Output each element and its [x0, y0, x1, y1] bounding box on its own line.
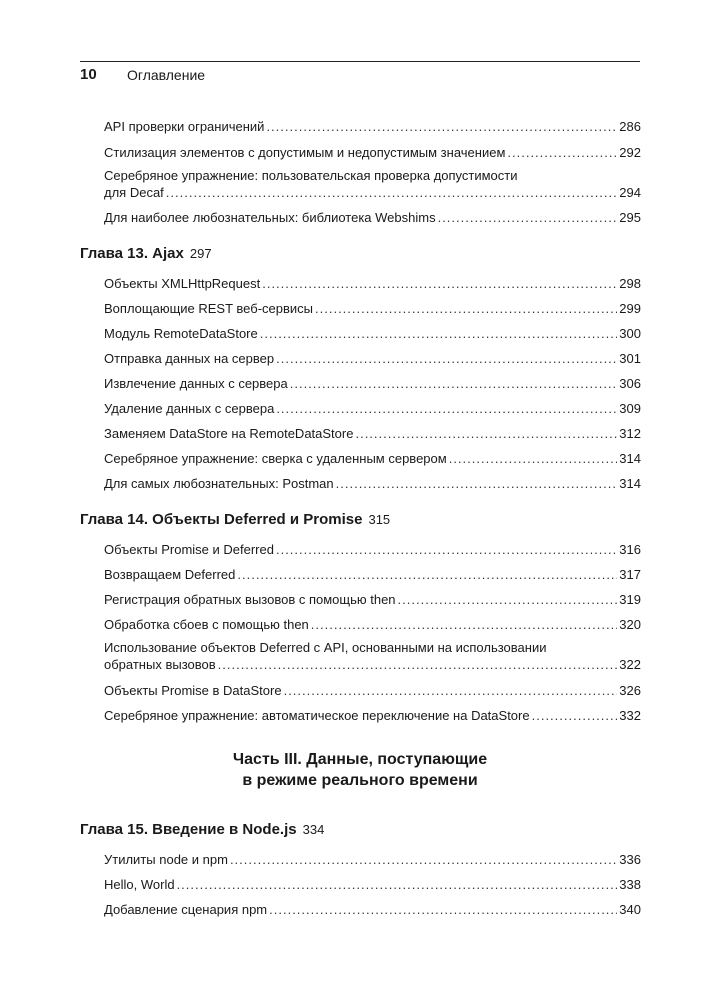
toc-entry[interactable] [104, 275, 641, 292]
toc-page-number: 320 [619, 617, 641, 632]
dot-leader [237, 566, 617, 583]
dot-leader [290, 375, 618, 392]
toc-entry[interactable] [104, 209, 641, 226]
toc-entry-title: Извлечение данных с сервера [104, 376, 288, 391]
dot-leader [438, 209, 618, 226]
toc-entry-title: обратных вызовов [104, 657, 216, 672]
toc-entry[interactable] [104, 566, 641, 583]
toc-entry-title: Объекты Promise в DataStore [104, 683, 282, 698]
toc-entry-title: Утилиты node и npm [104, 852, 228, 867]
toc-entry[interactable] [104, 400, 641, 417]
toc-entry-title: Возвращаем Deferred [104, 567, 236, 582]
toc-page-number: 300 [619, 326, 641, 341]
toc-entry-title: Серебряное упражнение: автоматическое переключение на DataStore [104, 708, 530, 723]
dot-leader [266, 118, 617, 135]
dot-leader [260, 325, 618, 342]
toc-page-number: 298 [619, 276, 641, 291]
toc-entry-title: Модуль RemoteDataStore [104, 326, 258, 341]
dot-leader [262, 275, 617, 292]
toc-page-number: 295 [619, 210, 641, 225]
dot-leader [311, 616, 618, 633]
toc-entry-title: Для самых любознательных: Postman [104, 476, 334, 491]
toc-entry-title: Добавление сценария npm [104, 902, 268, 917]
toc-page-number: 336 [619, 852, 641, 867]
part-title [80, 749, 640, 791]
toc-entry-title: Для наиболее любознательных: библиотека Webshims [104, 210, 436, 225]
toc-page-number: 312 [619, 426, 641, 441]
toc-entry[interactable] [104, 300, 641, 317]
toc-entry-title: Удаление данных с сервера [104, 401, 275, 416]
toc-entry-title: Отправка данных на сервер [104, 351, 275, 366]
toc-entry[interactable] [104, 144, 641, 161]
toc-entry[interactable] [104, 707, 641, 724]
toc-page-number: 334 [302, 822, 325, 837]
toc-page-number: 299 [619, 301, 641, 316]
toc-entry-title: Воплощающие REST веб-сервисы [104, 301, 314, 316]
dot-leader [269, 901, 617, 918]
toc-entry[interactable] [104, 118, 641, 135]
dot-leader [276, 541, 617, 558]
toc-chapter-title: Глава 14. Объекты Deferred и Promise [80, 511, 363, 528]
toc-chapter-title: Глава 15. Введение в Node.js [80, 821, 297, 838]
toc-page-number: 301 [619, 351, 641, 366]
toc-entry[interactable] [104, 450, 641, 467]
toc-page-number: 319 [619, 592, 641, 607]
page-number: 10 [80, 66, 97, 83]
dot-leader [398, 591, 618, 608]
toc-entry[interactable] [104, 425, 641, 442]
toc-entry[interactable] [104, 167, 641, 201]
toc-entry[interactable] [104, 876, 641, 893]
dot-leader [336, 475, 618, 492]
toc-chapter[interactable] [80, 820, 637, 839]
toc-entry-title: Объекты Promise и Deferred [104, 542, 274, 557]
dot-leader [507, 144, 617, 161]
toc-entry-title: Объекты XMLHttpRequest [104, 276, 261, 291]
toc-page-number: 286 [619, 119, 641, 134]
toc-page-number: 314 [619, 451, 641, 466]
toc-entry-title: Hello, World [104, 877, 175, 892]
toc-entry-title: для Decaf [104, 185, 164, 200]
dot-leader [276, 400, 617, 417]
toc-entry[interactable] [104, 375, 641, 392]
toc-entry[interactable] [104, 851, 641, 868]
toc-page-number: 306 [619, 376, 641, 391]
toc-entry[interactable] [104, 616, 641, 633]
toc-page-number: 314 [619, 476, 641, 491]
toc-page-number: 326 [619, 683, 641, 698]
toc-entry[interactable] [104, 682, 641, 699]
toc-page-number: 322 [619, 657, 641, 672]
toc-page-number: 340 [619, 902, 641, 917]
dot-leader [230, 851, 617, 868]
toc-entry-title: API проверки ограничений [104, 119, 265, 134]
toc-page-number: 332 [619, 708, 641, 723]
dot-leader [218, 656, 618, 673]
toc-entry[interactable] [104, 325, 641, 342]
toc-entry-title-line1: Серебряное упражнение: пользовательская проверка допустимости [104, 168, 518, 183]
toc-page-number: 294 [619, 185, 641, 200]
dot-leader [284, 682, 618, 699]
toc-entry[interactable] [104, 475, 641, 492]
part-title-line2: в режиме реального времени [242, 772, 478, 789]
toc-chapter-title: Глава 13. Ajax [80, 245, 184, 262]
toc-entry[interactable] [104, 350, 641, 367]
toc-chapter[interactable] [80, 510, 637, 529]
toc-page-number: 338 [619, 877, 641, 892]
toc-entry-title: Регистрация обратных вызовов с помощью then [104, 592, 396, 607]
toc-entry-title: Заменяем DataStore на RemoteDataStore [104, 426, 354, 441]
dot-leader [532, 707, 618, 724]
toc-entry-title: Обработка сбоев с помощью then [104, 617, 309, 632]
toc-entry[interactable] [104, 639, 641, 673]
dot-leader [449, 450, 618, 467]
running-title: Оглавление [127, 67, 206, 83]
toc-entry[interactable] [104, 541, 641, 558]
toc-page-number: 309 [619, 401, 641, 416]
toc-page-number: 292 [619, 145, 641, 160]
toc-entry-title-line1: Использование объектов Deferred с API, основанными на использовании [104, 640, 547, 655]
dot-leader [355, 425, 617, 442]
dot-leader [315, 300, 617, 317]
toc-entry[interactable] [104, 591, 641, 608]
toc-page-number: 316 [619, 542, 641, 557]
toc-page-number: 297 [189, 246, 212, 261]
dot-leader [166, 184, 618, 201]
dot-leader [177, 876, 618, 893]
toc-entry-title: Стилизация элементов с допустимым и недопустимым значением [104, 145, 506, 160]
toc-page-number: 315 [368, 512, 391, 527]
toc-chapter[interactable] [80, 244, 637, 263]
toc-entry-title: Серебряное упражнение: сверка с удаленным сервером [104, 451, 447, 466]
toc-entry[interactable] [104, 901, 641, 918]
dot-leader [276, 350, 617, 367]
toc-page-number: 317 [619, 567, 641, 582]
part-title-line1: Часть III. Данные, поступающие [232, 751, 488, 768]
